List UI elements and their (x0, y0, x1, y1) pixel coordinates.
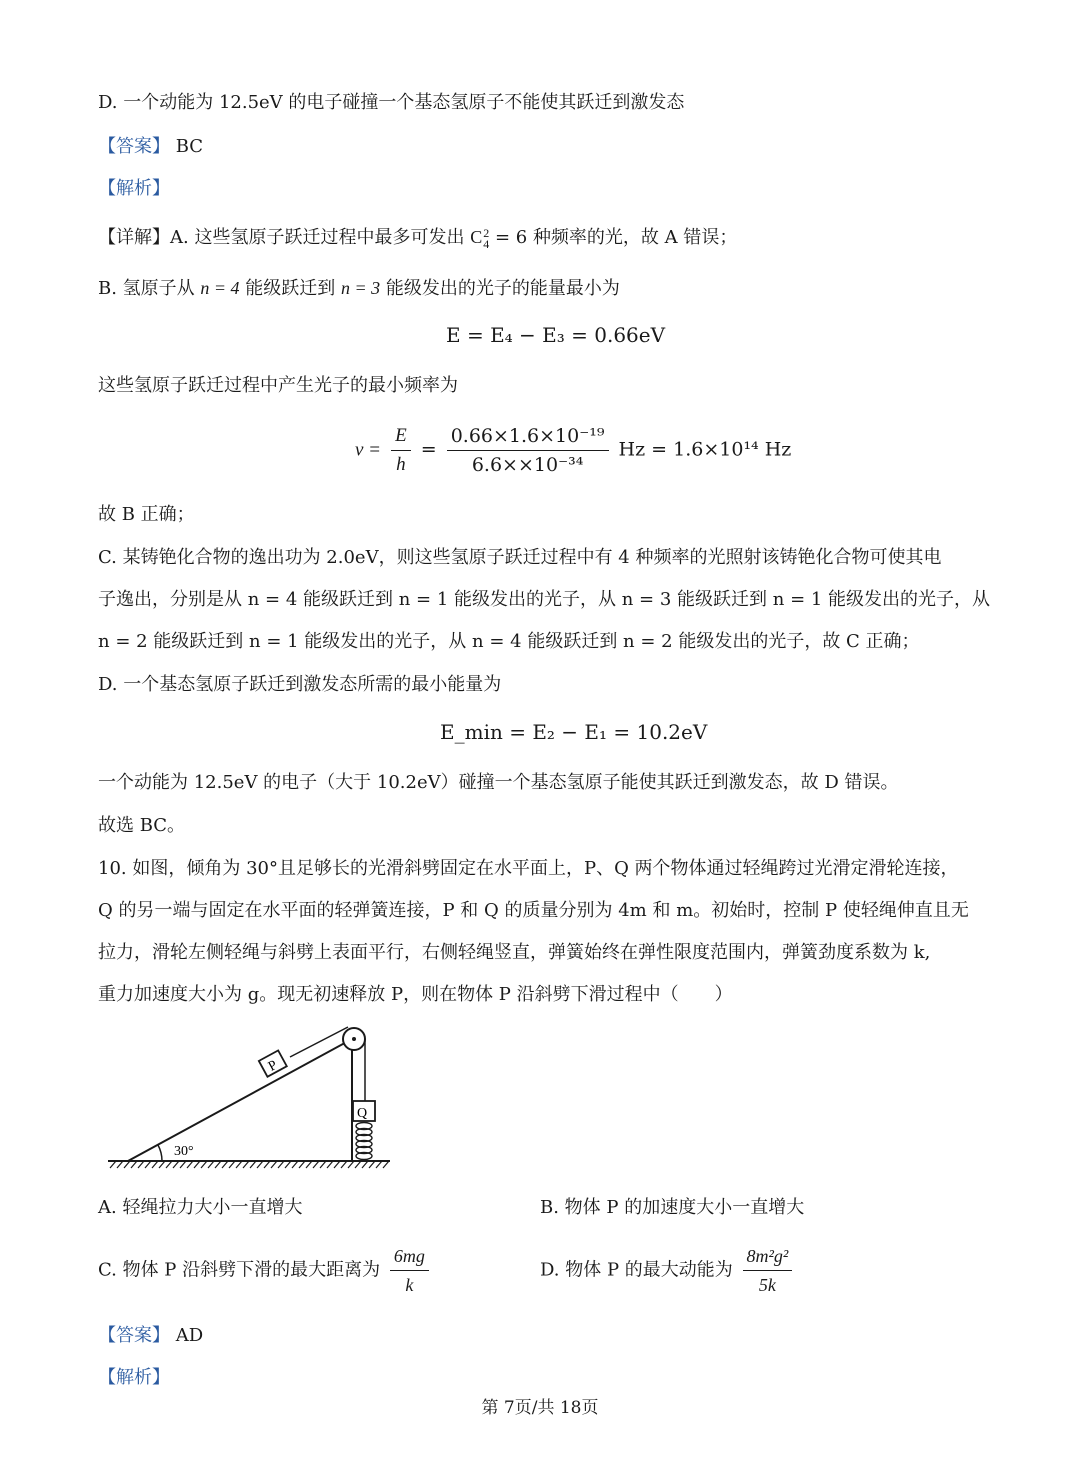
rope-incline (290, 1027, 348, 1057)
hatch-mark (320, 1161, 326, 1168)
option-c (98, 1244, 433, 1297)
hatch-mark (201, 1161, 207, 1168)
hatch-mark (257, 1161, 263, 1168)
q10-line-1: 10. 如图，倾角为 30°且足够长的光滑斜劈固定在水平面上，P、Q 两个物体通过轻绳跨过光滑定滑轮连接， (98, 858, 959, 879)
hatch-mark (362, 1161, 368, 1168)
option-d-text: D. 物体 P 的最大动能为 (540, 1259, 733, 1281)
hatch-mark (264, 1161, 270, 1168)
hatch-mark (131, 1161, 137, 1168)
detail-a-eq: = 6 (494, 227, 528, 248)
incline-figure (100, 1025, 400, 1175)
hatch-mark (124, 1161, 130, 1168)
eq2-fraction-1: $\frac{E}{h}$ (391, 424, 411, 477)
combination-symbol: C 2 4 (470, 225, 490, 251)
hatch-mark (341, 1161, 347, 1168)
hatch-mark (229, 1161, 235, 1168)
hatch-mark (243, 1161, 249, 1168)
hatch-mark (194, 1161, 200, 1168)
hatch-mark (383, 1161, 389, 1168)
hatch-mark (208, 1161, 214, 1168)
c-line-3: n = 2 能级跃迁到 n = 1 能级发出的光子，从 n = 4 能级跃迁到 n = 2 能级发出的光子，故 C 正确； (98, 631, 920, 652)
page-footer: 第 7页/共 18页 (481, 1398, 599, 1418)
choose-line: 故选 BC。 (98, 815, 186, 836)
hatch-mark (376, 1161, 382, 1168)
hatch-mark (117, 1161, 123, 1168)
hatch-mark (285, 1161, 291, 1168)
hatch-mark (271, 1161, 277, 1168)
option-c-fraction: $\frac{6mg}{k}$ (390, 1244, 429, 1297)
freq-line: 这些氢原子跃迁过程中产生光子的最小频率为 (98, 375, 458, 396)
b-n4: n = 4 (200, 278, 240, 298)
q10-line-2: Q 的另一端与固定在水平面的轻弹簧连接，P 和 Q 的质量分别为 4m 和 m。初始时，控制 P 使轻绳伸直且无 (98, 900, 969, 921)
hatch-mark (159, 1161, 165, 1168)
option-d (540, 1244, 796, 1297)
ground-hatch (110, 1161, 389, 1168)
answer-2-tag: 【答案】 (98, 1325, 170, 1346)
hatch-mark (292, 1161, 298, 1168)
b-n3: n = 3 (341, 278, 381, 298)
prev-option-d: D. 一个动能为 12.5eV 的电子碰撞一个基态氢原子不能使其跃迁到激发态 (98, 92, 685, 113)
block-p-label: P (266, 1057, 281, 1075)
answer-1 (98, 134, 203, 160)
hatch-mark (369, 1161, 375, 1168)
option-b: B. 物体 P 的加速度大小一直增大 (540, 1197, 805, 1218)
detail-a-post: 种频率的光，故 A 错误； (532, 227, 738, 248)
eq2-eq: = (420, 438, 437, 461)
eq2-lhs: ν = (355, 439, 382, 461)
detail-line-b (98, 275, 620, 302)
incline-wedge (128, 1039, 352, 1161)
hatch-mark (334, 1161, 340, 1168)
c-line-2: 子逸出，分别是从 n = 4 能级跃迁到 n = 1 能级发出的光子，从 n = 3 能级跃迁到 n = 1 能级发出的光子，从 (98, 589, 991, 610)
q10-line-3: 拉力，滑轮左侧轻绳与斜劈上表面平行，右侧轻绳竖直，弹簧始终在弹性限度范围内，弹簧劲度系数为 k, (98, 942, 931, 963)
hatch-mark (348, 1161, 354, 1168)
block-q-label: Q (357, 1106, 368, 1121)
angle-label: 30° (174, 1144, 194, 1159)
analysis-tag-1: 【解析】 (98, 178, 170, 199)
detail-tag: 【详解】 (98, 227, 170, 248)
detail-line-a (98, 224, 737, 251)
equation-3: E_min = E₂ − E₁ = 10.2eV (440, 720, 708, 744)
equation-1: E = E₄ − E₃ = 0.66eV (446, 323, 666, 347)
hatch-mark (313, 1161, 319, 1168)
option-d-fraction: $\frac{\text{8m²g²}}{5k}$ (743, 1244, 793, 1297)
b-correct: 故 B 正确； (98, 504, 195, 525)
q10-line-4: 重力加速度大小为 g。现无初速释放 P，则在物体 P 沿斜劈下滑过程中（ ） (98, 984, 733, 1005)
hatch-mark (278, 1161, 284, 1168)
b-mid: 能级跃迁到 (245, 278, 336, 299)
hatch-mark (215, 1161, 221, 1168)
hatch-mark (250, 1161, 256, 1168)
b-post: 能级发出的光子的能量最小为 (385, 278, 620, 299)
answer-tag: 【答案】 (98, 136, 170, 157)
hatch-mark (145, 1161, 151, 1168)
hatch-mark (327, 1161, 333, 1168)
hatch-mark (187, 1161, 193, 1168)
angle-arc (158, 1145, 162, 1161)
hatch-mark (355, 1161, 361, 1168)
option-a: A. 轻绳拉力大小一直增大 (98, 1197, 303, 1218)
hatch-mark (236, 1161, 242, 1168)
analysis-tag-2: 【解析】 (98, 1367, 170, 1388)
eq2-rhs: Hz = 1.6×10¹⁴ Hz (618, 438, 792, 461)
hatch-mark (166, 1161, 172, 1168)
d-conclusion: 一个动能为 12.5eV 的电子（大于 10.2eV）碰撞一个基态氢原子能使其跃迁到激发态，故 D 错误。 (98, 772, 899, 793)
answer-2 (98, 1323, 203, 1349)
hatch-mark (138, 1161, 144, 1168)
b-pre: B. 氢原子从 (98, 278, 195, 299)
equation-2 (355, 424, 791, 477)
hatch-mark (152, 1161, 158, 1168)
option-c-text: C. 物体 P 沿斜劈下滑的最大距离为 (98, 1259, 381, 1281)
spring (356, 1123, 372, 1160)
c-line-1: C. 某铸铯化合物的逸出功为 2.0eV，则这些氢原子跃迁过程中有 4 种频率的光照射该铸铯化合物可使其电 (98, 547, 942, 568)
hatch-mark (222, 1161, 228, 1168)
d-line: D. 一个基态氢原子跃迁到激发态所需的最小能量为 (98, 674, 502, 695)
block-p (259, 1050, 287, 1077)
hatch-mark (173, 1161, 179, 1168)
hatch-mark (180, 1161, 186, 1168)
hatch-mark (306, 1161, 312, 1168)
answer-value: BC (175, 136, 204, 157)
eq2-fraction-2: $\frac{\text{0.66×1.6×10⁻¹⁹}}{\text{6.6××10⁻³⁴}}$ (447, 424, 609, 477)
detail-a-pre: A. 这些氢原子跃迁过程中最多可发出 (170, 227, 465, 248)
hatch-mark (299, 1161, 305, 1168)
hatch-mark (110, 1161, 116, 1168)
answer-2-value: AD (175, 1325, 204, 1346)
